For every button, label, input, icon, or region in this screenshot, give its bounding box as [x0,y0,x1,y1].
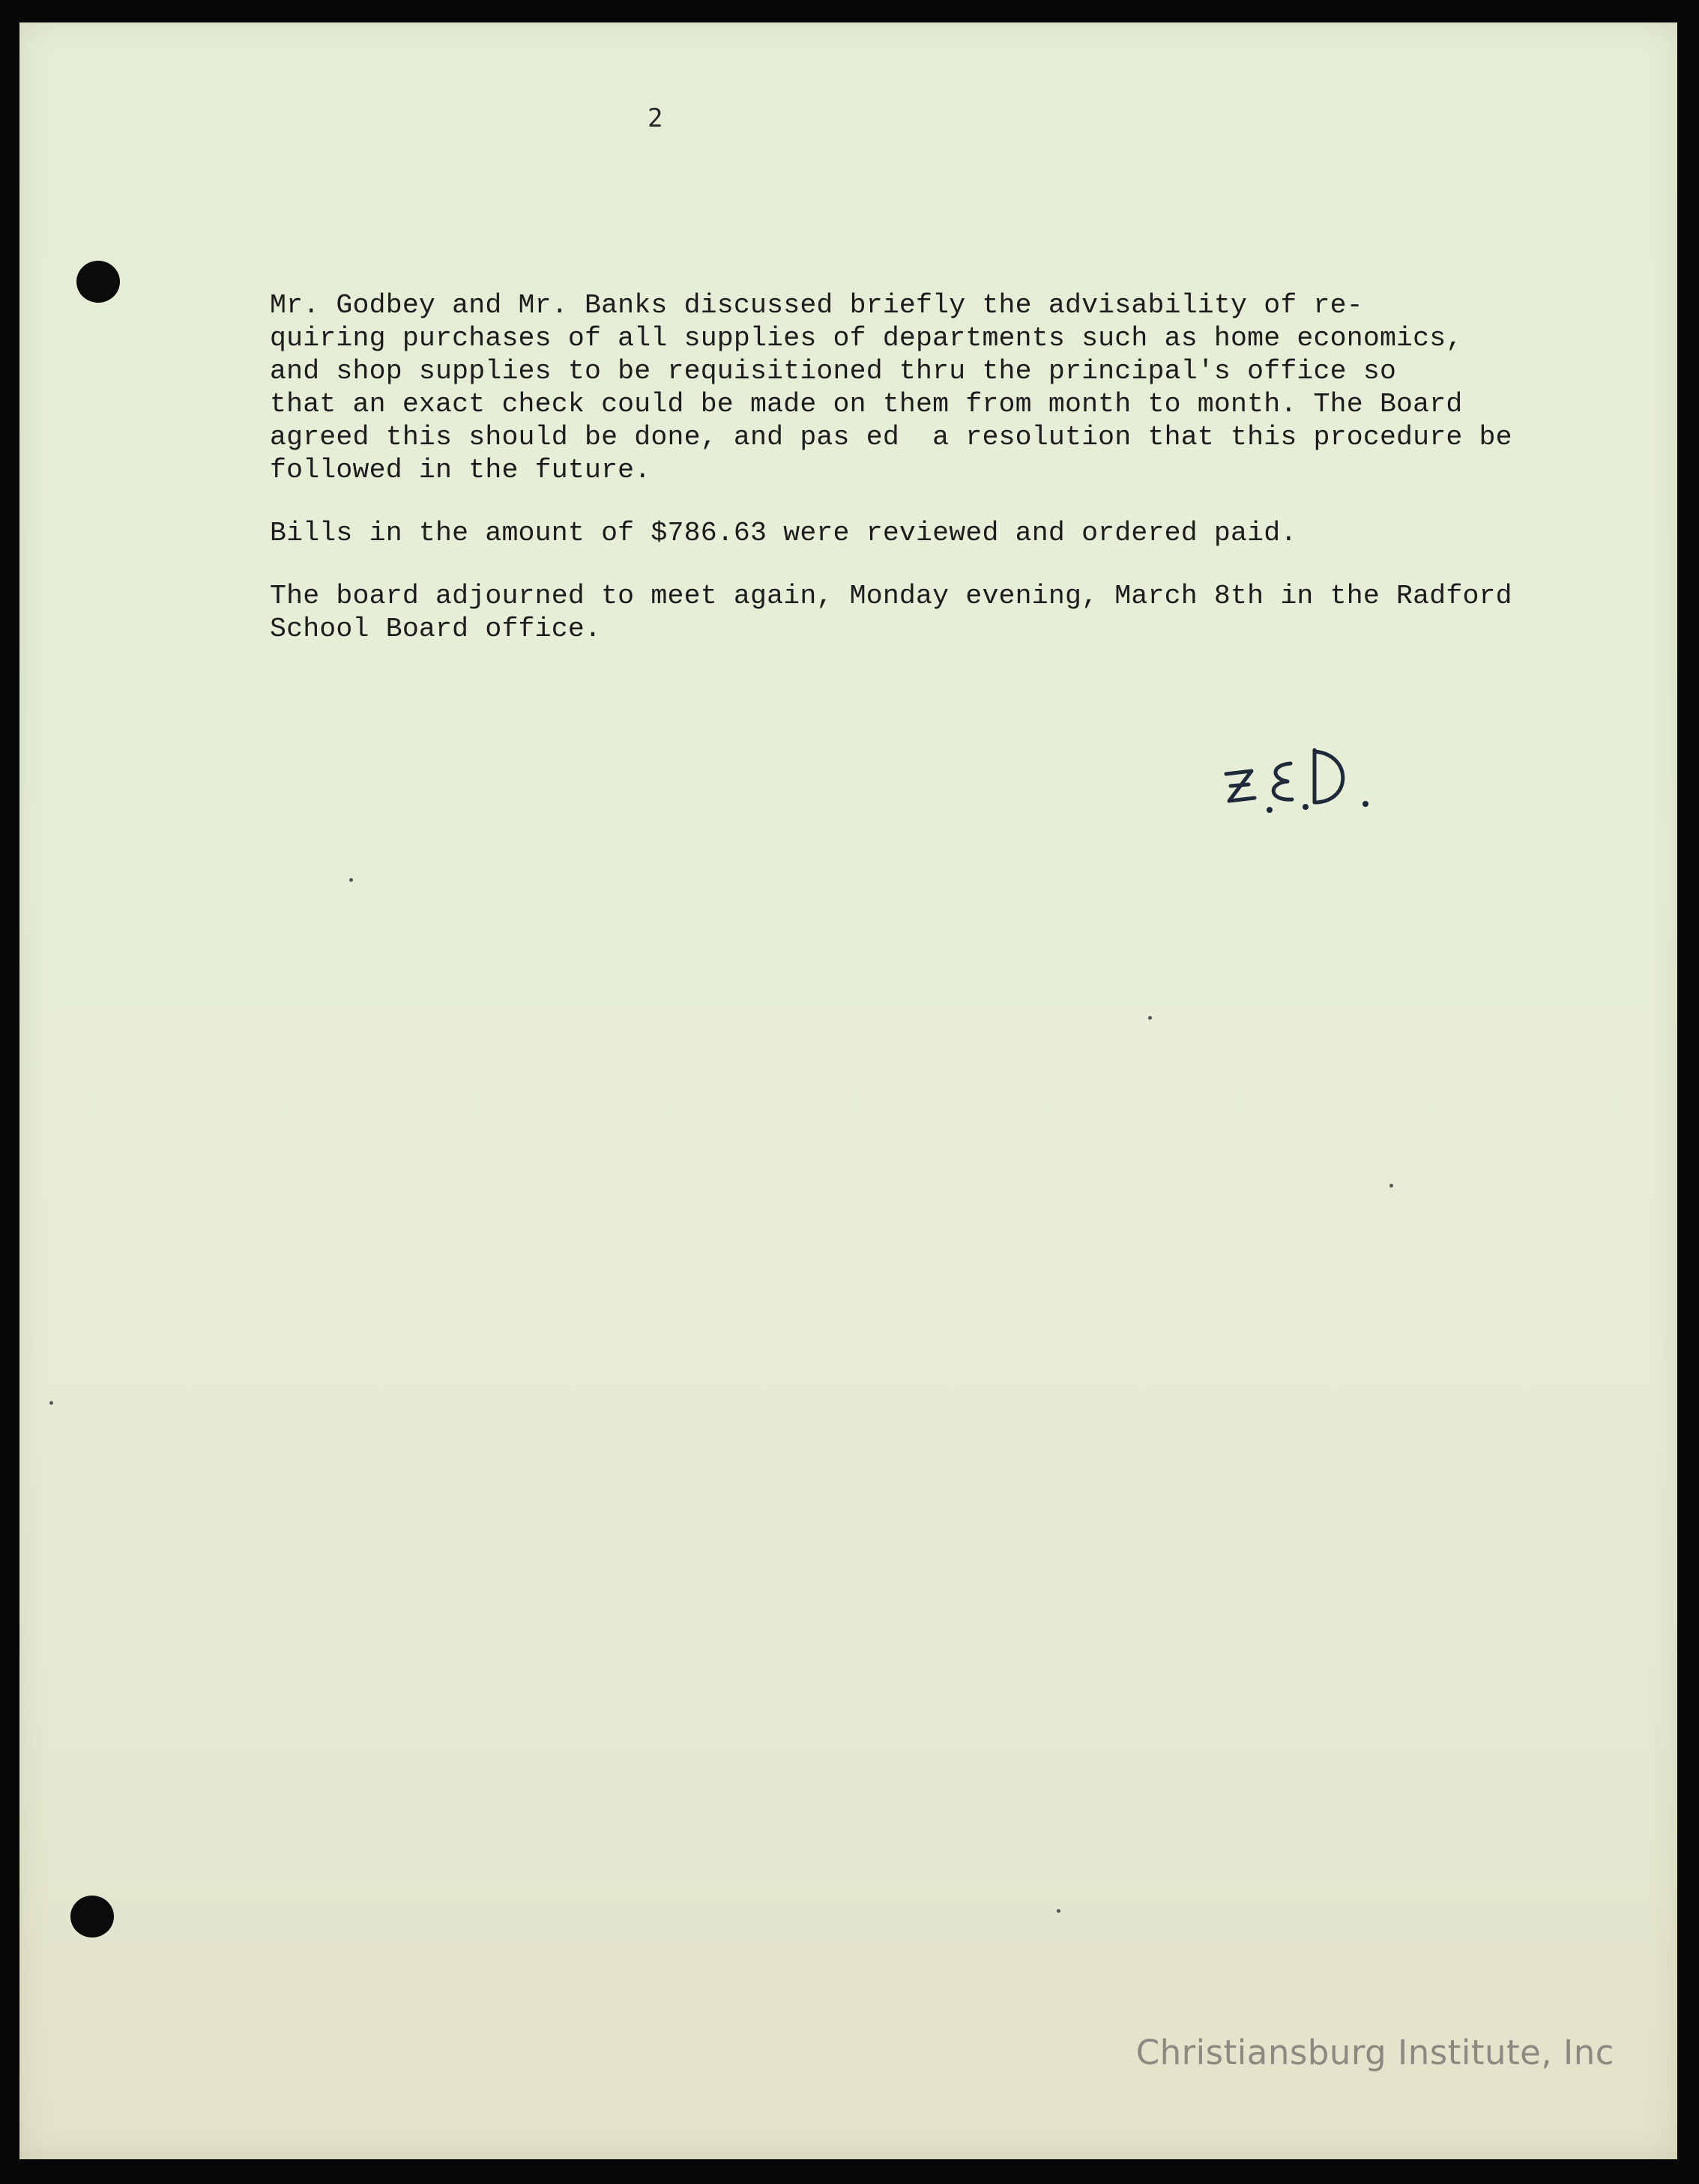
text-line: that an exact check could be made on them from month to month. The Board [270,389,1463,420]
text-line: and shop supplies to be requisitioned thru the principal's office so [270,356,1397,387]
archive-watermark: Christiansburg Institute, Inc [1135,2033,1614,2072]
page-number: 2 [648,103,663,133]
paper-speck [1148,1016,1152,1020]
handwritten-initials [1219,738,1391,820]
text-line: School Board office. [270,614,602,644]
text-line: quiring purchases of all supplies of departments such as home economics, [270,323,1463,354]
document-page [19,22,1677,2159]
text-line: followed in the future. [270,455,651,485]
paragraph-bills [270,517,1544,550]
text-line: agreed this should be done, and pas ed a resolution that this procedure be [270,422,1512,453]
paragraph-adjournment [270,580,1544,646]
minutes-body [270,289,1544,676]
punch-hole-bottom [70,1896,114,1938]
paragraph-supplies [270,289,1544,487]
paper-speck [1389,1184,1393,1188]
text-line: The board adjourned to meet again, Monday evening, March 8th in the Radford [270,581,1512,611]
paper-speck [349,878,353,882]
text-line: Mr. Godbey and Mr. Banks discussed briefly the advisability of re- [270,290,1363,321]
paper-speck [49,1401,53,1405]
text-line: Bills in the amount of $786.63 were reviewed and ordered paid. [270,518,1297,548]
paper-speck [1057,1909,1060,1913]
punch-hole-top [76,261,120,303]
